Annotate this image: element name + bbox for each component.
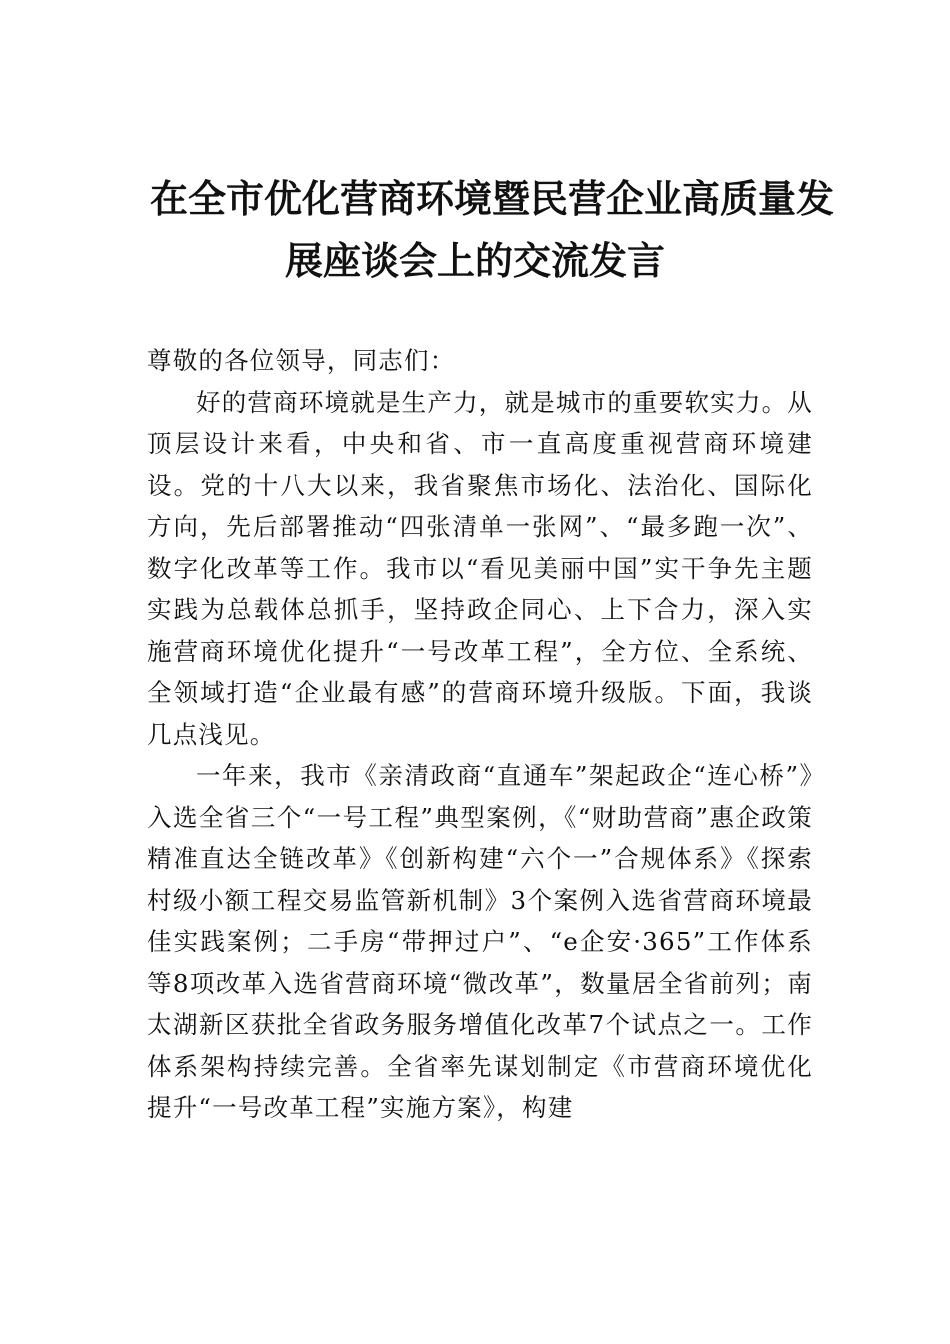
- document-body: [147, 340, 813, 1129]
- paragraph-2: 一年来，我市《亲清政商“直通车”架起政企“连心桥”》入选全省三个“一号工程”典型案例，《“财助营商”惠企政策精准直达全链改革》《创新构建“六个一”合规体系》《探索村级小额工程交易监管新机制》3个案例入选省营商环境最佳实践案例；二手房“带押过户”、“e企安·365”工作体系等8项改革入选省营商环境“微改革”，数量居全省前列；南太湖新区获批全省政务服务增值化改革7个试点之一。工作体系架构持续完善。全省率先谋划制定《市营商环境优化提升“一号改革工程”实施方案》，构建: [147, 761, 813, 1122]
- document-title: [150, 168, 835, 292]
- salutation: 尊敬的各位领导，同志们：: [147, 346, 456, 375]
- paragraph-1: 好的营商环境就是生产力，就是城市的重要软实力。从顶层设计来看，中央和省、市一直高度重视营商环境建设。党的十八大以来，我省聚焦市场化、法治化、国际化方向，先后部署推动“四张清单一张网”、“最多跑一次”、数字化改革等工作。我市以“看见美丽中国”实干争先主题实践为总载体总抓手，坚持政企同心、上下合力，深入实施营商环境优化提升“一号改革工程”，全方位、全系统、全领域打造“企业最有感”的营商环境升级版。下面，我谈几点浅见。: [147, 387, 813, 749]
- title-line-2: 展座谈会上的交流发言: [284, 238, 665, 283]
- title-line-1: 在全市优化营商环境暨民营企业高质量发: [150, 176, 835, 221]
